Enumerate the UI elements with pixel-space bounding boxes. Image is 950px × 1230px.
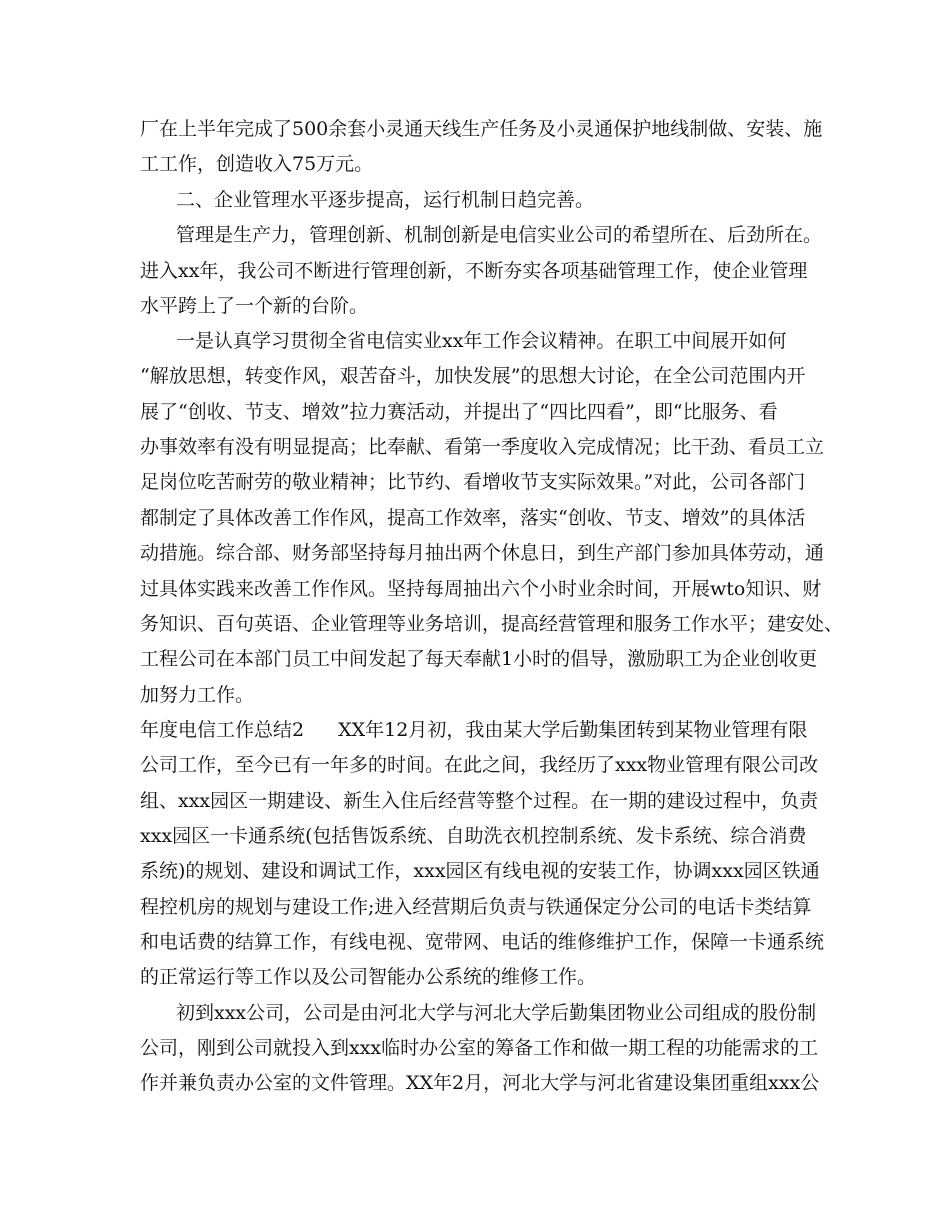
paragraph-line: 厂在上半年完成了500余套小灵通天线生产任务及小灵通保护地线制做、安装、施 xyxy=(140,118,823,140)
paragraph-line: 管理是生产力，管理创新、机制创新是电信实业公司的希望所在、后劲所在。 xyxy=(176,224,823,246)
paragraph-line: 和电话费的结算工作，有线电视、宽带网、电话的维修维护工作，保障一卡通系统 xyxy=(140,931,825,953)
document-title: 年度电信工作总结2 xyxy=(140,719,305,741)
paragraph-line: 进入xx年，我公司不断进行管理创新，不断夯实各项基础管理工作，使企业管理 xyxy=(140,260,808,282)
paragraph-line: 务知识、百句英语、企业管理等业务培训，提高经营管理和服务工作水平；建安处、 xyxy=(140,613,844,635)
paragraph-line: 作并兼负责办公室的文件管理。XX年2月，河北大学与河北省建设集团重组xxx公 xyxy=(140,1072,820,1094)
paragraph-line: 过具体实践来改善工作作风。坚持每周抽出六个小时业余时间，开展wto知识、财 xyxy=(140,578,822,600)
paragraph-line: 系统)的规划、建设和调试工作，xxx园区有线电视的安装工作，协调xxx园区铁通 xyxy=(140,860,820,882)
paragraph-line: 都制定了具体改善工作作风，提高工作效率，落实“创收、节支、增效”的具体活 xyxy=(140,507,806,529)
paragraph-line: 展了“创收、节支、增效”拉力赛活动，并提出了“四比四看”，即“比服务、看 xyxy=(140,401,778,423)
paragraph-line: “解放思想，转变作风，艰苦奋斗，加快发展”的思想大讨论，在全公司范围内开 xyxy=(140,365,806,387)
paragraph-line: 程控机房的规划与建设工作;进入经营期后负责与铁通保定分公司的电话卡类结算 xyxy=(140,896,812,918)
paragraph-line: 一是认真学习贯彻全省电信实业xx年工作会议精神。在职工中间展开如何 xyxy=(176,330,787,352)
paragraph-line: 工程公司在本部门员工中间发起了每天奉献1小时的倡导，激励职工为企业创收更 xyxy=(140,648,818,670)
paragraph-line: 初到xxx公司，公司是由河北大学与河北大学后勤集团物业公司组成的股份制 xyxy=(176,1002,817,1024)
section-heading: 二、企业管理水平逐步提高，运行机制日趋完善。 xyxy=(176,189,595,211)
paragraph-line: 工工作，创造收入75万元。 xyxy=(140,153,374,175)
paragraph-line: 足岗位吃苦耐劳的敬业精神；比节约、看增收节支实际效果。”对此，公司各部门 xyxy=(140,471,806,493)
paragraph-line: 公司，刚到公司就投入到xxx临时办公室的筹备工作和做一期工程的功能需求的工 xyxy=(140,1037,819,1059)
paragraph-start: XX年12月初，我由某大学后勤集团转到某物业管理有限 xyxy=(338,719,808,741)
title-line xyxy=(140,718,807,742)
paragraph-line: 办事效率有没有明显提高；比奉献、看第一季度收入完成情况；比干劲、看员工立 xyxy=(140,436,825,458)
paragraph-line: 公司工作，至今已有一年多的时间。在此之间，我经历了xxx物业管理有限公司改 xyxy=(140,754,819,776)
paragraph-line: 组、xxx园区一期建设、新生入住后经营等整个过程。在一期的建设过程中，负责 xyxy=(140,790,819,812)
paragraph-line: 加努力工作。 xyxy=(140,684,255,706)
paragraph-line: 的正常运行等工作以及公司智能办公系统的维修工作。 xyxy=(140,966,597,988)
paragraph-line: 动措施。综合部、财务部坚持每月抽出两个休息日，到生产部门参加具体劳动，通 xyxy=(140,542,825,564)
paragraph-line: xxx园区一卡通系统(包括售饭系统、自助洗衣机控制系统、发卡系统、综合消费 xyxy=(140,825,807,847)
paragraph-line: 水平跨上了一个新的台阶。 xyxy=(140,295,369,317)
